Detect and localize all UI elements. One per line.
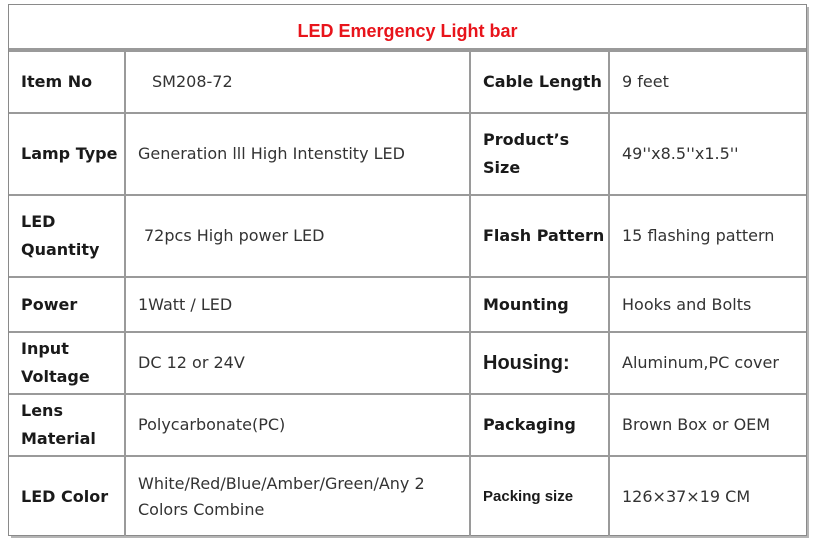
label-housing: Housing:: [470, 332, 609, 394]
label-product-size: Product’s Size: [470, 113, 609, 195]
value-mounting: Hooks and Bolts: [609, 277, 806, 332]
label-flash-pattern: Flash Pattern: [470, 195, 609, 277]
value-product-size: 49''x8.5''x1.5'': [609, 113, 806, 195]
table-row: [9, 394, 806, 456]
label-power: Power: [9, 277, 125, 332]
label-led-quantity: LED Quantity: [9, 195, 125, 277]
spec-table: [9, 50, 806, 536]
value-packing-size: 126×37×19 CM: [609, 456, 806, 536]
label-lamp-type: Lamp Type: [9, 113, 125, 195]
value-cable-length: 9 feet: [609, 51, 806, 113]
table-row: [9, 113, 806, 195]
table-row: [9, 456, 806, 536]
label-input-voltage: Input Voltage: [9, 332, 125, 394]
table-row: [9, 332, 806, 394]
value-lens-material: Polycarbonate(PC): [125, 394, 470, 456]
label-led-color: LED Color: [9, 456, 125, 536]
value-item-no: SM208-72: [125, 51, 470, 113]
label-lens-material: Lens Material: [9, 394, 125, 456]
page-title: LED Emergency Light bar: [297, 21, 518, 41]
label-packing-size: Packing size: [470, 456, 609, 536]
title-row: [9, 5, 806, 50]
value-power: 1Watt / LED: [125, 277, 470, 332]
table-row: [9, 277, 806, 332]
value-led-quantity: 72pcs High power LED: [125, 195, 470, 277]
label-mounting: Mounting: [470, 277, 609, 332]
value-lamp-type: Generation lll High Intenstity LED: [125, 113, 470, 195]
label-cable-length: Cable Length: [470, 51, 609, 113]
value-input-voltage: DC 12 or 24V: [125, 332, 470, 394]
table-row: [9, 51, 806, 113]
value-packaging: Brown Box or OEM: [609, 394, 806, 456]
label-item-no: Item No: [9, 51, 125, 113]
value-housing: Aluminum,PC cover: [609, 332, 806, 394]
value-flash-pattern: 15 flashing pattern: [609, 195, 806, 277]
label-packaging: Packaging: [470, 394, 609, 456]
value-led-color: White/Red/Blue/Amber/Green/Any 2 Colors Combine: [125, 456, 470, 536]
spec-sheet: [8, 4, 807, 536]
table-row: [9, 195, 806, 277]
